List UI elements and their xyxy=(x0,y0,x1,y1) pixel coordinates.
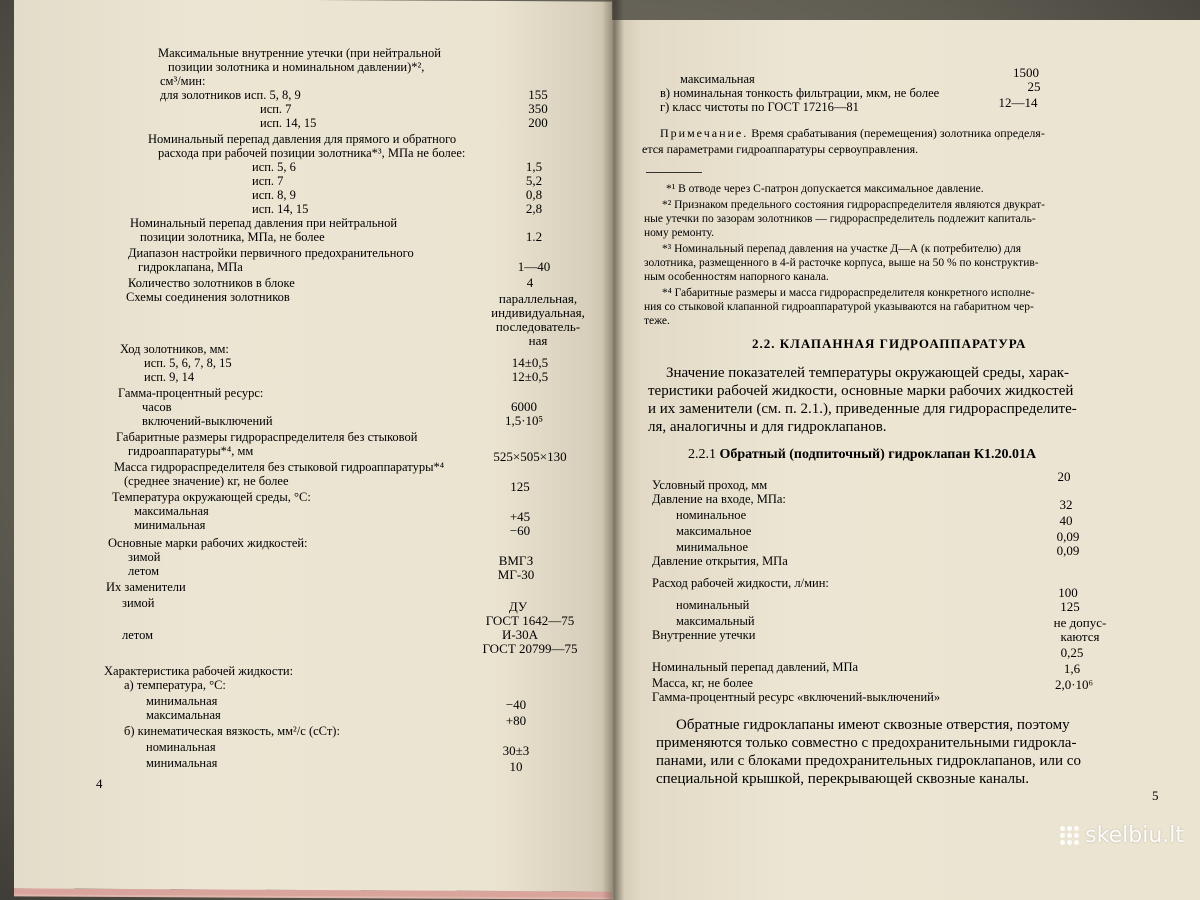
remark-text-1: Время срабатывания (перемещения) золотника определя- xyxy=(751,126,1045,140)
spec-value: индивидуальная, xyxy=(491,305,585,320)
spec-label: Масса гидрораспределителя без стыковой гидроаппаратуры*⁴ xyxy=(114,460,445,474)
footnote-line: ным особенностям напорного канала. xyxy=(644,271,829,283)
spec-label: Их заменители xyxy=(106,580,186,594)
spec-value: 0,8 xyxy=(525,187,543,202)
spec-label: летом xyxy=(128,564,160,578)
watermark-logo-icon xyxy=(1060,826,1079,845)
spec-value: +80 xyxy=(505,713,527,728)
spec-value: 32 xyxy=(1059,497,1073,512)
spec-value: 10 xyxy=(509,759,523,774)
spec-label: расхода при рабочей позиции золотника*³, МПа не более: xyxy=(158,146,466,160)
spec-value: +45 xyxy=(509,509,531,524)
spec-label: летом xyxy=(122,628,154,642)
spec-label: Основные марки рабочих жидкостей: xyxy=(108,536,308,550)
spec-label: включений-выключений xyxy=(142,414,273,428)
footnote-line: ные утечки по зазорам золотников — гидрораспределитель подлежит капиталь- xyxy=(644,213,1036,225)
paragraph-line: применяются только совместно с предохранительными гидрокла- xyxy=(656,735,1077,751)
spec-value: 1500 xyxy=(1013,65,1039,80)
spec-label: максимальная xyxy=(146,708,221,722)
footnote-line: золотника, размещенного в 4-й расточке корпуса, выше на 50 % по конструктив- xyxy=(644,257,1039,269)
paragraph-line: Обратные гидроклапаны имеют сквозные отверстия, поэтому xyxy=(676,717,1070,733)
spec-value: параллельная, xyxy=(498,291,578,306)
footnote-line: *³ Номинальный перепад давления на участке Д—А (к потребителю) для xyxy=(662,243,1022,255)
spec-label: Схемы соединения золотников xyxy=(126,290,290,304)
footnote-rule xyxy=(646,172,702,173)
spec-value: 12—14 xyxy=(998,95,1038,110)
spec-value: 1,5·10⁵ xyxy=(504,413,544,428)
spec-label: Расход рабочей жидкости, л/мин: xyxy=(652,576,829,590)
spec-label: исп. 14, 15 xyxy=(252,202,309,216)
spec-label: минимальная xyxy=(146,694,218,708)
spec-label: б) кинематическая вязкость, мм²/с (сСт): xyxy=(124,724,340,738)
spec-label: максимальная xyxy=(134,504,209,518)
paragraph-line: теристики рабочей жидкости, основные марки рабочих жидкостей xyxy=(648,383,1074,399)
spec-label: максимальное xyxy=(676,524,752,538)
watermark-text: skelbiu.lt xyxy=(1085,823,1184,848)
paragraph-line: и их заменители (см. п. 2.1.), приведенные для гидрораспределите- xyxy=(648,401,1077,417)
spec-value: 350 xyxy=(528,101,548,116)
footnote-line: теже. xyxy=(644,315,670,327)
spec-value: 155 xyxy=(528,87,548,102)
spec-value: 525×505×130 xyxy=(493,449,567,464)
spec-label: для золотников исп. 5, 8, 9 xyxy=(160,88,301,102)
footnote-line: *¹ В отводе через С-патрон допускается максимальное давление. xyxy=(666,183,984,195)
page-number-right: 5 xyxy=(1152,788,1159,803)
spec-label: Масса, кг, не более xyxy=(652,676,753,690)
spec-value: 4 xyxy=(526,275,534,290)
spec-label: исп. 7 xyxy=(252,174,284,188)
spec-label: Условный проход, мм xyxy=(652,478,768,492)
spec-label: гидроаппаратуры*⁴, мм xyxy=(128,444,254,458)
spec-value: 20 xyxy=(1057,469,1071,484)
spec-label: Диапазон настройки первичного предохранительного xyxy=(128,246,414,260)
footnote-line: *⁴ Габаритные размеры и масса гидрораспределителя конкретного исполне- xyxy=(662,287,1035,299)
spec-value: 25 xyxy=(1027,79,1041,94)
spec-value: 100 xyxy=(1058,585,1078,600)
spec-value: 2,8 xyxy=(525,201,543,216)
spec-value: 6000 xyxy=(511,399,537,414)
spec-label: Внутренние утечки xyxy=(652,628,756,642)
spec-label: Количество золотников в блоке xyxy=(128,276,295,290)
remark-line-1 xyxy=(660,126,1045,140)
spec-value: 1—40 xyxy=(517,259,551,274)
page-number-left: 4 xyxy=(96,776,103,791)
spec-label: позиции золотника и номинальном давлении)*², xyxy=(168,60,425,74)
spec-value: МГ-30 xyxy=(497,567,535,582)
spec-label: Ход золотников, мм: xyxy=(120,342,229,356)
spec-value: 1,5 xyxy=(525,159,543,174)
spec-label: Давление на входе, МПа: xyxy=(652,492,786,506)
spec-value: ГОСТ 1642—75 xyxy=(485,613,575,628)
subsection-title: Обратный (подпиточный) гидроклапан К1.20.01А xyxy=(719,447,1037,462)
spec-label: (среднее значение) кг, не более xyxy=(124,474,289,488)
paragraph-line: Значение показателей температуры окружающей среды, харак- xyxy=(666,365,1070,381)
spec-value: 1.2 xyxy=(525,229,543,244)
spec-label: Номинальный перепад давления для прямого и обратного xyxy=(148,132,457,146)
spec-value: −40 xyxy=(505,697,527,712)
subsection-number: 2.2.1 xyxy=(688,447,716,462)
section-heading: 2.2. КЛАПАННАЯ ГИДРОАППАРАТУРА xyxy=(752,336,1027,351)
spec-value: ВМГЗ xyxy=(498,553,534,568)
spec-label: в) номинальная тонкость фильтрации, мкм, не более xyxy=(660,86,940,100)
spec-label: а) температура, °С: xyxy=(124,678,226,692)
spec-value: ная xyxy=(528,333,548,348)
spec-label: номинальный xyxy=(676,598,750,612)
spec-label: позиции золотника, МПа, не более xyxy=(140,230,325,244)
spec-label: Гамма-процентный ресурс: xyxy=(118,386,264,400)
footnote-line: *² Признаком предельного состояния гидрораспределителя являются двукрат- xyxy=(662,199,1045,211)
paragraph-line: панами, или с блоками предохранительных гидроклапанов, или со xyxy=(656,753,1081,769)
spec-value: 125 xyxy=(1060,599,1080,614)
spec-value: 0,25 xyxy=(1060,645,1084,660)
spec-value: ГОСТ 20799—75 xyxy=(482,641,578,656)
spec-value: И-30А xyxy=(501,627,539,642)
spec-value: 1,6 xyxy=(1063,661,1081,676)
spec-label: номинальная xyxy=(146,740,216,754)
spec-value: 14±0,5 xyxy=(511,355,549,370)
spec-value: 30±3 xyxy=(502,743,530,758)
spec-label: Характеристика рабочей жидкости: xyxy=(104,664,294,678)
paragraph-line: ля, аналогичны и для гидроклапанов. xyxy=(648,419,887,435)
spec-label: зимой xyxy=(128,550,161,564)
spec-value: 0,09 xyxy=(1056,543,1080,558)
footnote-line: ния со стыковой клапанной гидроаппаратурой указываются на габаритном чер- xyxy=(644,301,1034,313)
spec-label: исп. 5, 6 xyxy=(252,160,296,174)
spec-label: минимальное xyxy=(676,540,749,554)
spec-label: гидроклапана, МПа xyxy=(138,260,243,274)
spec-value: 125 xyxy=(510,479,530,494)
spec-label: исп. 8, 9 xyxy=(252,188,296,202)
spec-label: Номинальный перепад давлений, МПа xyxy=(652,660,859,674)
spec-label: исп. 5, 6, 7, 8, 15 xyxy=(144,356,232,370)
paragraph-line: специальной крышкой, перекрывающей сквозные каналы. xyxy=(656,771,1029,787)
spec-label: зимой xyxy=(122,596,155,610)
spec-value: каются xyxy=(1060,629,1100,644)
spec-value: последователь- xyxy=(495,319,581,334)
watermark xyxy=(1060,823,1184,848)
spec-value: 2,0·10⁶ xyxy=(1054,677,1094,692)
spec-label: часов xyxy=(142,400,172,414)
subsection-heading xyxy=(688,446,1036,464)
footnote-line: ному ремонту. xyxy=(644,227,714,239)
spec-value: ДУ xyxy=(508,599,528,614)
spec-label: минимальная xyxy=(134,518,206,532)
spec-label: см³/мин: xyxy=(160,74,206,88)
remark-label: Примечание. xyxy=(660,126,749,140)
spec-label: исп. 14, 15 xyxy=(260,116,317,130)
spec-value: 12±0,5 xyxy=(511,369,549,384)
spec-value: 40 xyxy=(1059,513,1073,528)
spec-label: Температура окружающей среды, °С: xyxy=(112,490,311,504)
spec-value: 200 xyxy=(528,115,548,130)
spec-label: Максимальные внутренние утечки (при нейтральной xyxy=(158,46,441,60)
spec-label: исп. 7 xyxy=(260,102,292,116)
spec-label: Габаритные размеры гидрораспределителя без стыковой xyxy=(116,430,418,444)
spec-label: г) класс чистоты по ГОСТ 17216—81 xyxy=(660,100,859,114)
spec-label: максимальная xyxy=(680,72,755,86)
spec-value: не допус- xyxy=(1053,615,1107,630)
book-gutter xyxy=(602,0,624,900)
spec-label: Номинальный перепад давления при нейтральной xyxy=(130,216,398,230)
spec-label: минимальная xyxy=(146,756,218,770)
spec-label: исп. 9, 14 xyxy=(144,370,195,384)
spec-label: максимальный xyxy=(676,614,755,628)
spec-label: номинальное xyxy=(676,508,747,522)
spec-label: Давление открытия, МПа xyxy=(652,554,788,568)
spec-value: −60 xyxy=(509,523,531,538)
spec-value: 5,2 xyxy=(525,173,543,188)
spec-value: 0,09 xyxy=(1056,529,1080,544)
remark-text-2: ется параметрами гидроаппаратуры сервоуправления. xyxy=(642,142,919,156)
spec-label: Гамма-процентный ресурс «включений-выключений» xyxy=(652,690,941,704)
